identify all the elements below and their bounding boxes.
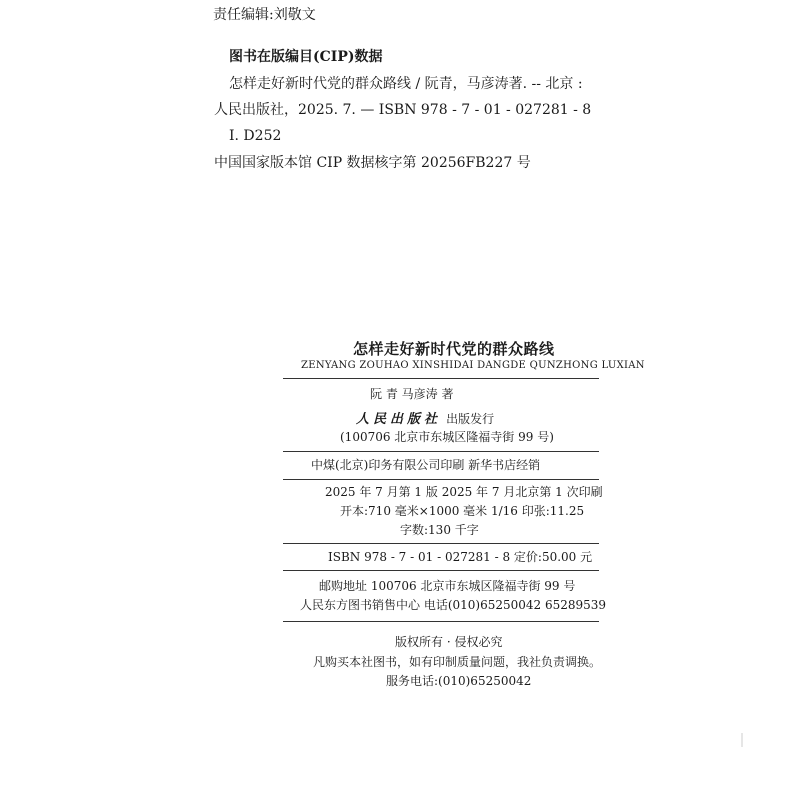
publisher-logo: 人民出版社: [356, 412, 442, 427]
publisher-suffix: 出版发行: [446, 412, 495, 426]
edition-info: 2025 年 7 月第 1 版 2025 年 7 月北京第 1 次印刷: [325, 485, 603, 499]
quality-notice: 凡购买本社图书，如有印制质量问题，我社负责调换。: [313, 655, 602, 669]
book-title-pinyin: ZENYANG ZOUHAO XINSHIDAI DANGDE QUNZHONG LUXIAN: [301, 360, 645, 371]
cip-classification: Ⅰ. D252: [229, 128, 282, 144]
editor-line: 责任编辑:刘敬文: [213, 7, 316, 23]
divider-5: [283, 570, 599, 571]
publisher-address: (100706 北京市东城区隆福寺街 99 号): [340, 430, 554, 444]
book-title: 怎样走好新时代党的群众路线: [353, 340, 555, 358]
cip-record-line-1: 怎样走好新时代党的群众路线 / 阮青，马彦涛著. -- 北京 :: [229, 76, 583, 92]
publisher-line: [356, 410, 494, 426]
cip-verification: 中国国家版本馆 CIP 数据核字第 20256FB227 号: [214, 155, 531, 171]
scan-mark: [741, 733, 743, 747]
divider-6: [283, 621, 599, 622]
divider-4: [283, 543, 599, 544]
mail-order-address: 邮购地址 100706 北京市东城区隆福寺街 99 号: [319, 579, 576, 593]
divider-3: [283, 479, 599, 480]
divider-2: [283, 451, 599, 452]
printer-distributor: 中煤(北京)印务有限公司印刷 新华书店经销: [311, 458, 541, 472]
isbn-price: ISBN 978 - 7 - 01 - 027281 - 8 定价:50.00 元: [328, 550, 593, 564]
service-phone: 服务电话:(010)65250042: [386, 674, 532, 688]
divider-1: [283, 378, 599, 379]
cip-heading: 图书在版编目(CIP)数据: [229, 49, 383, 65]
sales-center: 人民东方图书销售中心 电话(010)65250042 65289539: [300, 598, 607, 612]
copyright-notice: 版权所有 · 侵权必究: [395, 635, 503, 649]
word-count: 字数:130 千字: [400, 523, 479, 537]
authors: 阮 青 马彦涛 著: [370, 387, 454, 401]
cip-record-line-2: 人民出版社，2025. 7. — ISBN 978 - 7 - 01 - 027281 - 8: [214, 102, 592, 118]
format-info: 开本:710 毫米×1000 毫米 1/16 印张:11.25: [340, 504, 585, 518]
